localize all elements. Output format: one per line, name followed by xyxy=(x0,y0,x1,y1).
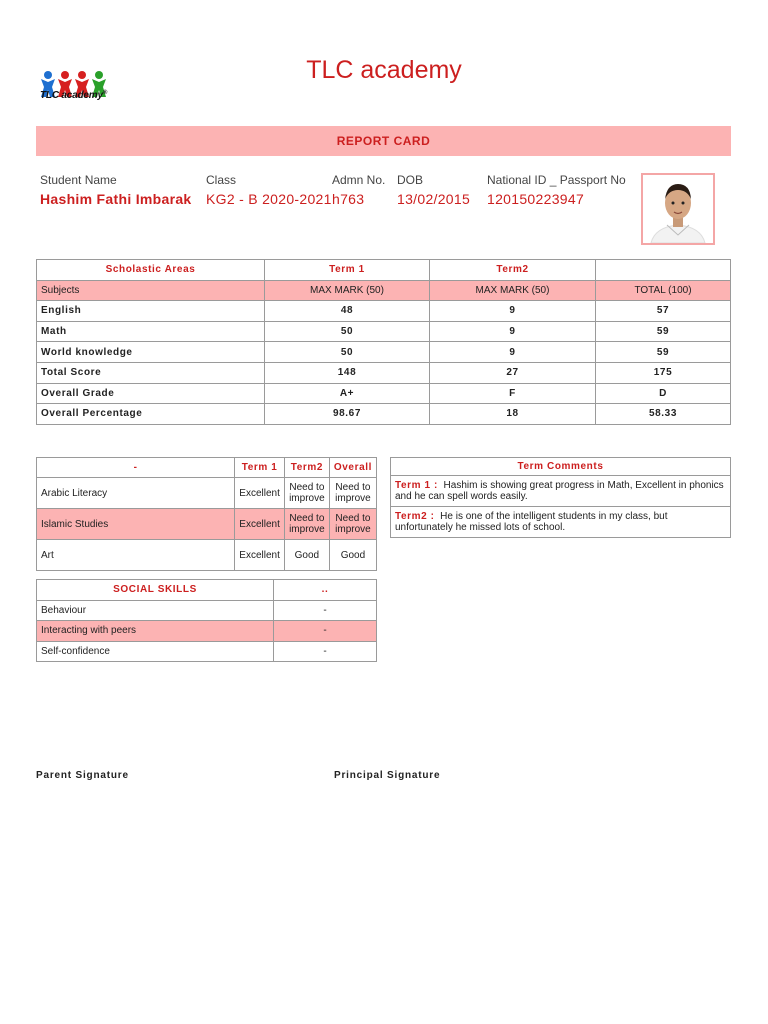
student-name: Hashim Fathi Imbarak xyxy=(40,191,192,207)
table-subheader: MAX MARK (50) xyxy=(265,280,430,301)
table-header xyxy=(596,260,731,281)
admn-value: h763 xyxy=(332,191,365,207)
table-cell: D xyxy=(596,383,731,404)
table-cell: 18 xyxy=(430,404,596,425)
table-cell: 9 xyxy=(430,342,596,363)
table-row xyxy=(37,540,377,571)
table-cell: F xyxy=(430,383,596,404)
table-row xyxy=(37,321,731,342)
table-cell: - xyxy=(274,621,377,642)
comment-label: Term 1 : xyxy=(395,480,438,491)
table-row xyxy=(37,342,731,363)
table-cell: 148 xyxy=(265,362,430,383)
table-cell: Islamic Studies xyxy=(37,509,235,540)
table-header: - xyxy=(37,458,235,478)
table-cell: - xyxy=(274,600,377,621)
admn-label: Admn No. xyxy=(332,173,386,187)
dob-value: 13/02/2015 xyxy=(397,191,471,207)
table-cell: Total Score xyxy=(37,362,265,383)
table-cell: Good xyxy=(284,540,329,571)
table-cell: A+ xyxy=(265,383,430,404)
scholastic-table xyxy=(36,259,731,425)
report-card-banner: REPORT CARD xyxy=(36,126,731,156)
table-row xyxy=(391,507,731,538)
table-cell: 27 xyxy=(430,362,596,383)
table-header: Term Comments xyxy=(391,458,731,476)
co-scholastic-table xyxy=(36,457,377,571)
class-label: Class xyxy=(206,173,237,187)
student-name-label: Student Name xyxy=(40,173,117,187)
table-header: Overall xyxy=(329,458,376,478)
national-id-value: 120150223947 xyxy=(487,191,585,207)
table-row xyxy=(391,476,731,507)
table-cell: 50 xyxy=(265,342,430,363)
logo-wordmark: TLC academy® xyxy=(40,90,108,101)
table-cell: Need to improve xyxy=(329,509,376,540)
table-cell: 175 xyxy=(596,362,731,383)
table-row xyxy=(37,600,377,621)
table-cell: Self-confidence xyxy=(37,641,274,662)
page-title: TLC academy xyxy=(306,56,462,84)
table-header: Term 1 xyxy=(265,260,430,281)
table-subheader: Subjects xyxy=(37,280,265,301)
table-cell: Need to improve xyxy=(329,478,376,509)
table-cell: 98.67 xyxy=(265,404,430,425)
principal-signature-label: Principal Signature xyxy=(334,770,441,781)
table-cell: Need to improve xyxy=(284,478,329,509)
table-subheader: TOTAL (100) xyxy=(596,280,731,301)
table-cell: English xyxy=(37,301,265,322)
student-photo xyxy=(641,173,715,245)
social-skills-table xyxy=(36,579,377,662)
table-row xyxy=(37,509,377,540)
table-cell: 59 xyxy=(596,342,731,363)
table-row xyxy=(37,621,377,642)
table-header-row xyxy=(37,580,377,601)
table-cell: Art xyxy=(37,540,235,571)
table-cell: 59 xyxy=(596,321,731,342)
table-header: SOCIAL SKILLS xyxy=(37,580,274,601)
table-subheader: MAX MARK (50) xyxy=(430,280,596,301)
student-portrait-icon xyxy=(643,175,713,243)
table-cell: Behaviour xyxy=(37,600,274,621)
comment-text: Hashim is showing great progress in Math, Excellent in phonics and he can spell words easily. xyxy=(395,480,724,502)
table-row xyxy=(37,383,731,404)
table-cell: Overall Grade xyxy=(37,383,265,404)
table-cell: Math xyxy=(37,321,265,342)
table-cell: - xyxy=(274,641,377,662)
table-row xyxy=(37,301,731,322)
table-cell: 9 xyxy=(430,301,596,322)
table-cell: 57 xyxy=(596,301,731,322)
table-header-row xyxy=(37,260,731,281)
table-header-row xyxy=(391,458,731,476)
comment-label: Term2 : xyxy=(395,511,435,522)
table-cell: 58.33 xyxy=(596,404,731,425)
table-header: Term2 xyxy=(284,458,329,478)
national-id-label: National ID _ Passport No xyxy=(487,173,626,187)
table-cell: 50 xyxy=(265,321,430,342)
table-cell: Good xyxy=(329,540,376,571)
term-comments-table xyxy=(390,457,731,538)
table-header-row xyxy=(37,458,377,478)
table-cell: World knowledge xyxy=(37,342,265,363)
table-row xyxy=(37,478,377,509)
class-value: KG2 - B 2020-2021 xyxy=(206,191,332,207)
dob-label: DOB xyxy=(397,173,424,187)
comment-cell xyxy=(391,507,731,538)
table-header: Scholastic Areas xyxy=(37,260,265,281)
table-row xyxy=(37,404,731,425)
parent-signature-label: Parent Signature xyxy=(36,770,129,781)
table-cell: Interacting with peers xyxy=(37,621,274,642)
table-cell: Excellent xyxy=(235,540,285,571)
table-cell: 9 xyxy=(430,321,596,342)
table-row xyxy=(37,641,377,662)
table-cell: Need to improve xyxy=(284,509,329,540)
table-row xyxy=(37,362,731,383)
comment-cell xyxy=(391,476,731,507)
table-subheader-row xyxy=(37,280,731,301)
table-cell: Overall Percentage xyxy=(37,404,265,425)
table-header: .. xyxy=(274,580,377,601)
table-cell: Arabic Literacy xyxy=(37,478,235,509)
table-header: Term 1 xyxy=(235,458,285,478)
table-header: Term2 xyxy=(430,260,596,281)
comment-text: He is one of the intelligent students in my class, but unfortunately he missed lots of school. xyxy=(395,511,668,533)
table-cell: Excellent xyxy=(235,509,285,540)
table-cell: Excellent xyxy=(235,478,285,509)
table-cell: 48 xyxy=(265,301,430,322)
